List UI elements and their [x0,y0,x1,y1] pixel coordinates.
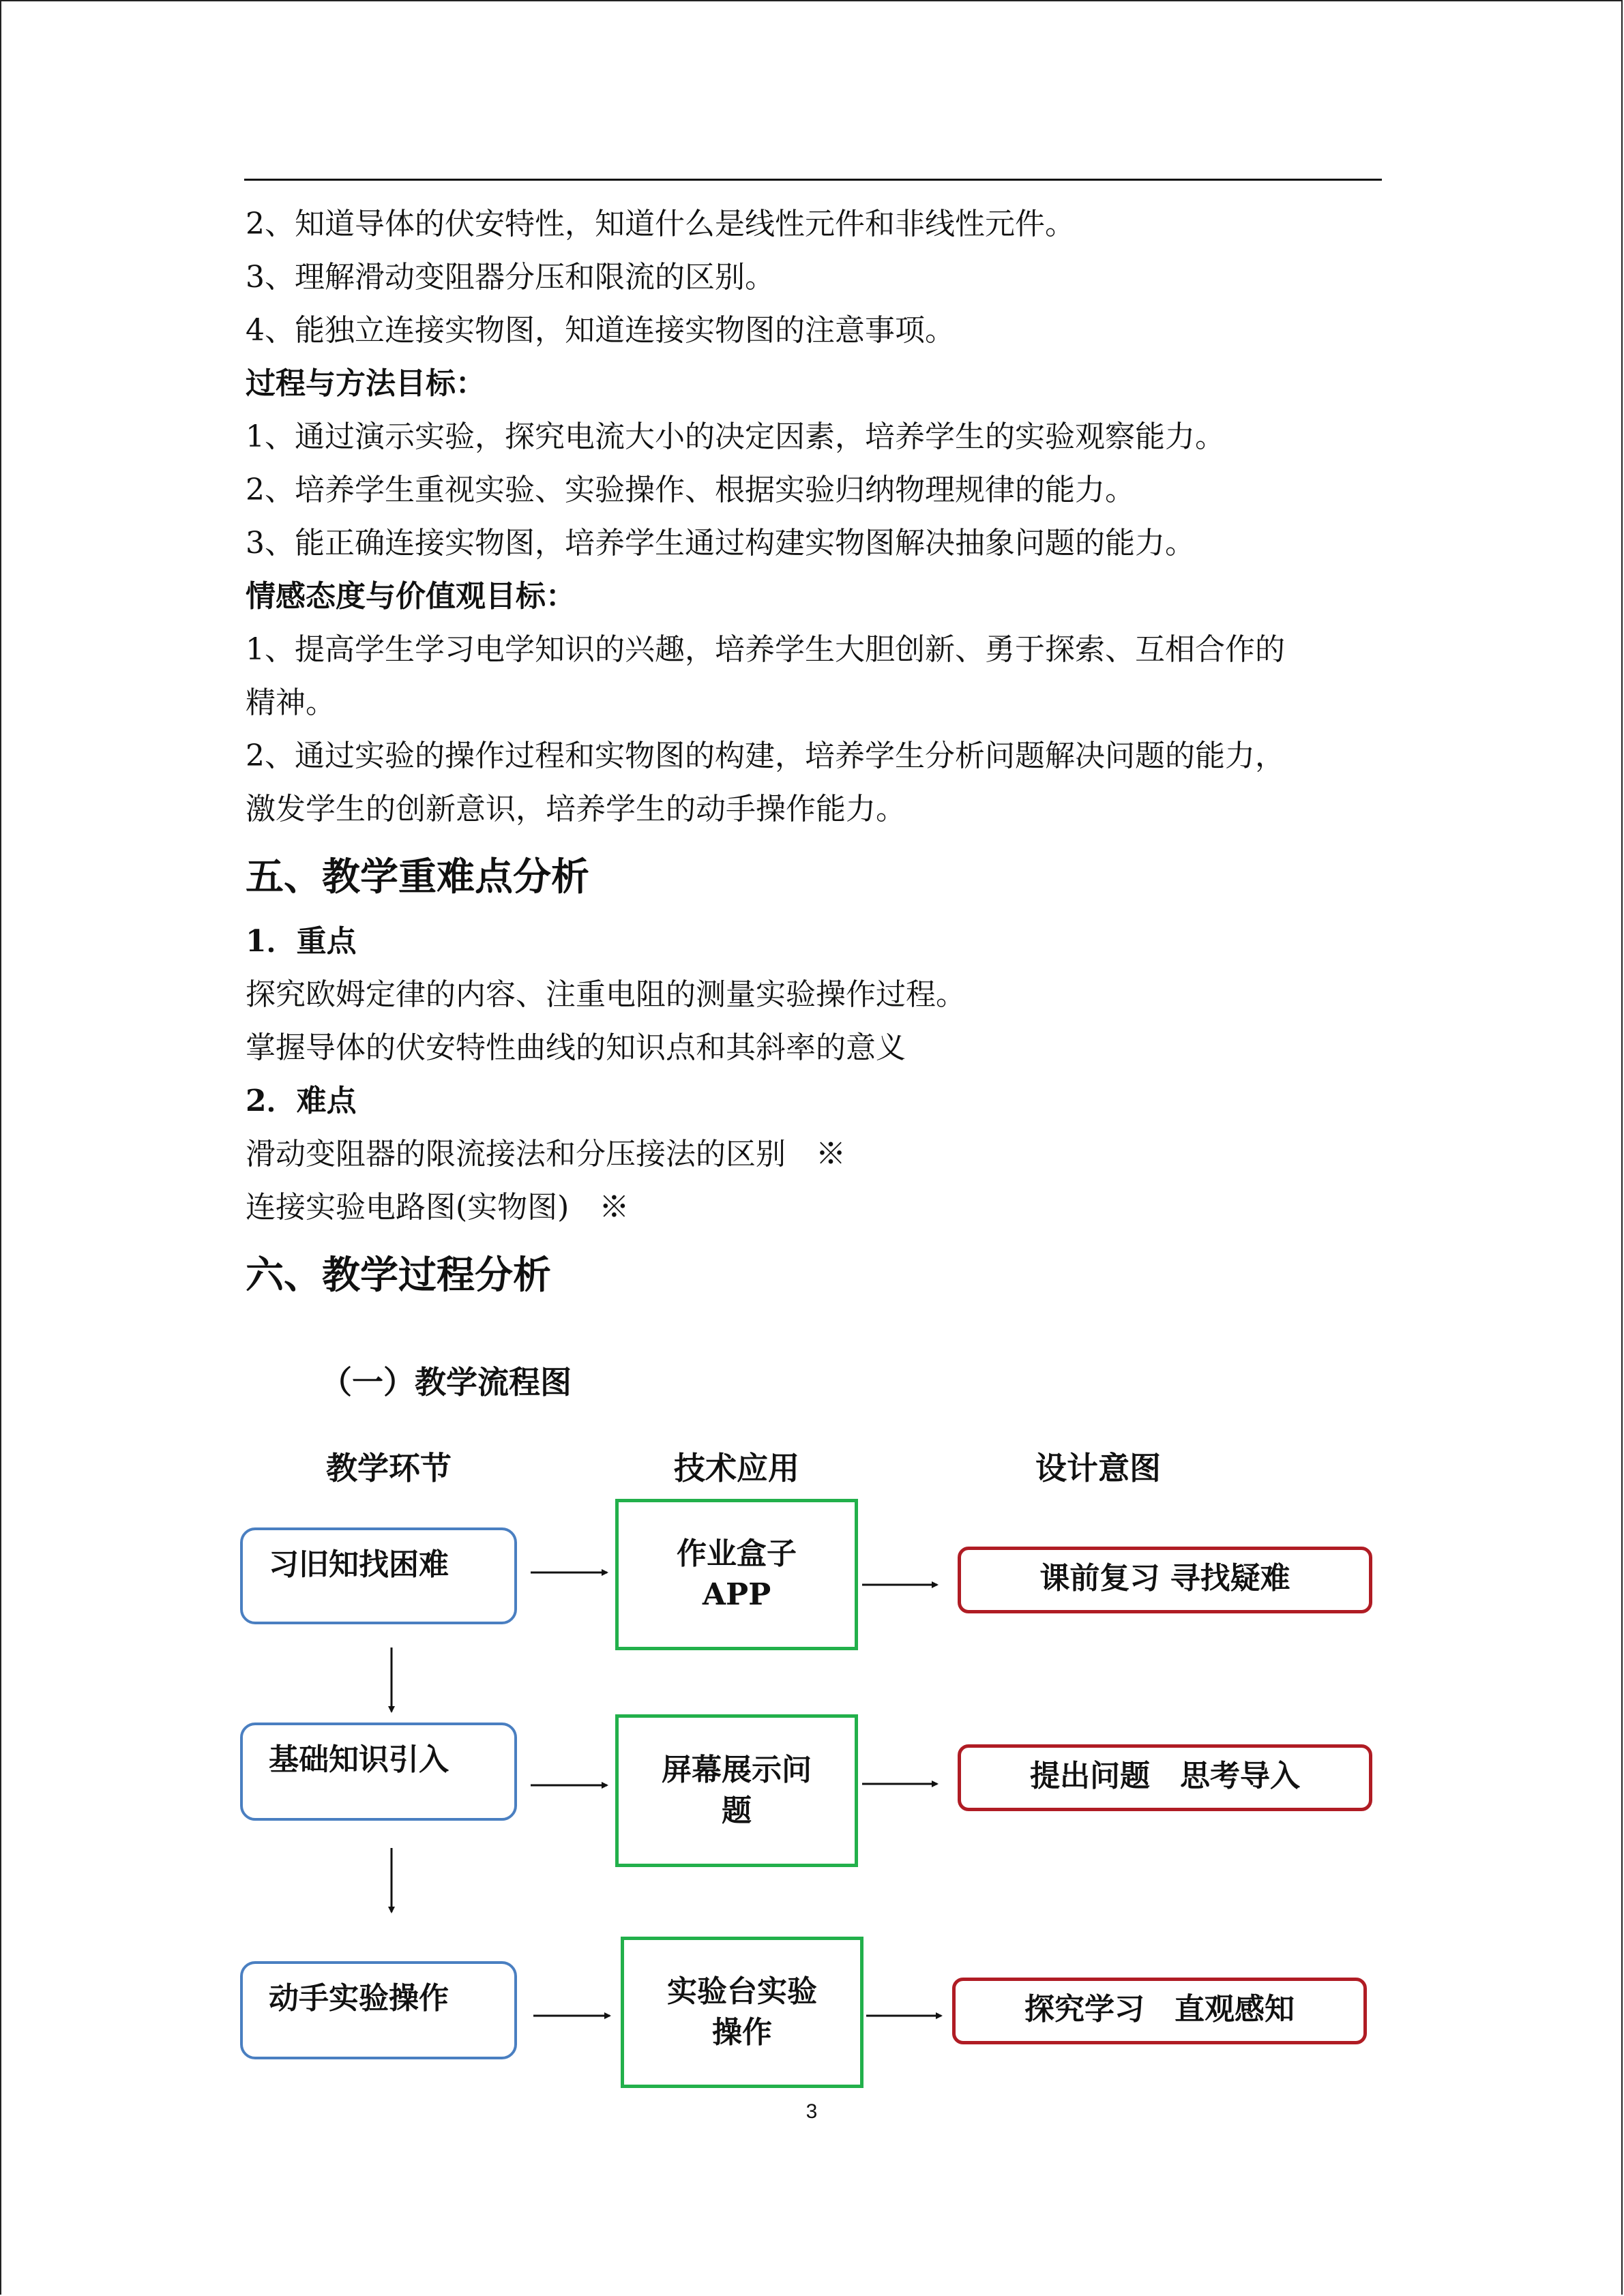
flow-tech-3-line-1: 实验台实验 [667,1974,817,2009]
flow-intent-2: 提出问题 思考导入 [958,1744,1372,1811]
page-number: 3 [806,2100,818,2123]
emotion-line-2: 2、通过实验的操作过程和实物图的构建，培养学生分析问题解决问题的能力， [246,739,1285,773]
flow-chart-title: （一）教学流程图 [321,1364,572,1401]
emotion-line-1-cont: 精神。 [246,685,336,720]
emotion-line-2-cont: 激发学生的创新意识，培养学生的动手操作能力。 [246,792,906,826]
flow-step-2: 基础知识引入 [240,1723,517,1821]
column-head-tech: 技术应用 [674,1450,799,1487]
flow-tech-1 [615,1499,858,1650]
objective-line-3: 3、理解滑动变阻器分压和限流的区别。 [246,260,775,295]
flow-tech-3 [621,1937,863,2088]
difficulty-1: 滑动变阻器的限流接法和分压接法的区别 ※ [246,1137,846,1172]
column-head-steps: 教学环节 [326,1450,452,1487]
flow-step-1: 习旧知找困难 [240,1527,517,1624]
key-point-1: 探究欧姆定律的内容、注重电阻的测量实验操作过程。 [246,977,966,1012]
difficulty-2: 连接实验电路图(实物图) ※ [246,1190,630,1225]
key-points-heading: 1．重点 [246,924,357,959]
flow-step-3: 动手实验操作 [240,1961,517,2059]
objective-line-4: 4、能独立连接实物图，知道连接实物图的注意事项。 [246,313,955,348]
section5-title: 五、教学重难点分析 [246,854,589,899]
flow-tech-2-line-1: 屏幕展示问 [662,1753,812,1787]
flow-tech-2-line-2: 题 [722,1793,752,1828]
flow-tech-3-line-2: 操作 [712,2015,772,2050]
emotion-heading: 情感态度与价值观目标： [246,579,576,614]
process-line-3: 3、能正确连接实物图，培养学生通过构建实物图解决抽象问题的能力。 [246,526,1195,561]
flow-tech-2 [615,1714,858,1867]
process-heading: 过程与方法目标： [246,366,486,401]
process-line-1: 1、通过演示实验，探究电流大小的决定因素，培养学生的实验观察能力。 [246,419,1225,454]
objective-line-2: 2、知道导体的伏安特性，知道什么是线性元件和非线性元件。 [246,207,1075,241]
column-head-intent: 设计意图 [1035,1450,1161,1487]
section6-title: 六、教学过程分析 [246,1253,551,1298]
process-line-2: 2、培养学生重视实验、实验操作、根据实验归纳物理规律的能力。 [246,473,1135,507]
flow-intent-1: 课前复习 寻找疑难 [958,1547,1372,1613]
flow-tech-1-line-2: APP [702,1577,771,1612]
document-body [246,198,1378,1313]
flow-tech-1-line-1: 作业盒子 [677,1536,797,1571]
header-rule [244,179,1382,181]
key-point-2: 掌握导体的伏安特性曲线的知识点和其斜率的意义 [246,1030,906,1065]
emotion-line-1: 1、提高学生学习电学知识的兴趣，培养学生大胆创新、勇于探索、互相合作的 [246,632,1285,667]
flow-intent-3: 探究学习 直观感知 [952,1978,1367,2044]
difficulty-heading: 2．难点 [246,1084,357,1118]
